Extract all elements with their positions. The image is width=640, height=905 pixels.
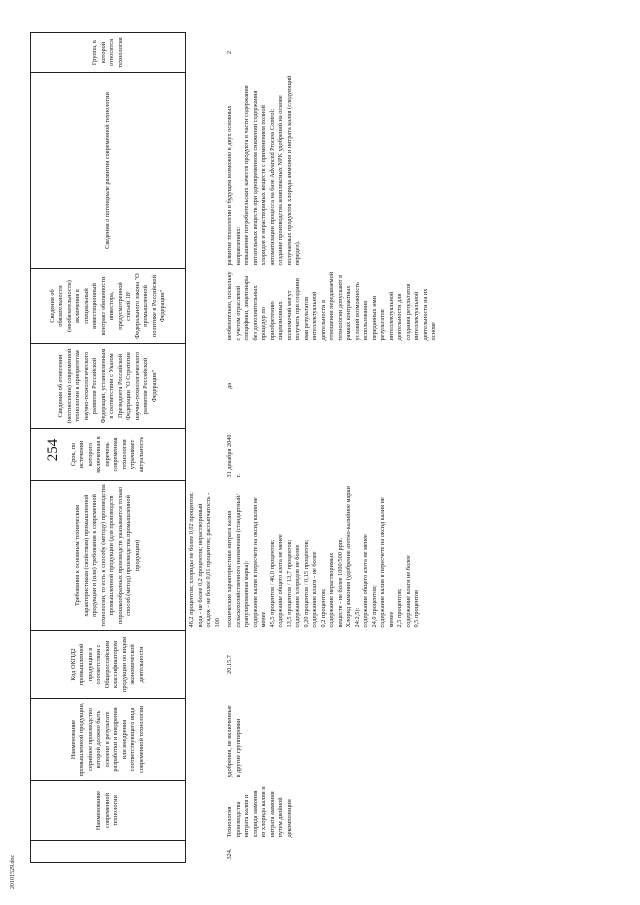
header-obligation: Сведения об обязательности (необязательности) включения в специальный инвестиционный контракт обязанности инвестора, предусмотренной статьей 18¹ Федерального закона "О промышленной политике в Российской Федерации": [31, 269, 186, 344]
footer-filename: 20101529.doc: [10, 854, 16, 889]
row-requirements: технические характеристики нитрата калия сельскохозяйственного назначения (стандартный/гранулированная марка): содержание калия в пересчете на оксид калия не менее 45,5 процентов / 46,0 процентов; содержание общего азота не менее 13,5 процентов / 13,7 процентов; содержание хлоридов не более 0,20 процентов / 0,15 процентов; содержание влаги - не более 0,2 процентов; содержание нерастворимых веществ - не более 1000/500 ppm. Хлорид аммония (удобрение азотно-калийное марки 24:2,5): содержание общего азота не менее 24,0 процентов; содержание калия в пересчете на оксид калия не менее 2,5 процентов; содержание влаги не более 0,5 процентов: [226, 486, 420, 628]
row-code: 20.15.7: [226, 655, 233, 674]
row-potential: развитие технологии в будущем возможно в двух основных направлениях: повышение потребительских качеств продукта в части содержания питательных веществ при одновременном снижении содержания хлоридов и нерастворимых веществ с применением полной автоматизации процесса на базе Advanced Process Control; создание производства комплексных NPK удобрений на основе получаемых продуктов хлорида аммония и нитрата калия (следующий передел).: [226, 75, 301, 266]
row-number: 324.: [226, 848, 233, 860]
row-obligation: необязательно, поскольку с учетом отраслевой специфики, лицензиары без дополнительных процедур по приобретению лицензионных полномочий могут получить при создании ими результатов интеллектуальной деятельности в отношении передаваемой технологии допускают в рамках контрактных условий возможность использования переданных ими результатов интеллектуальной деятельности для создания результатов интеллектуальной деятельности на их основе: [226, 271, 437, 341]
header-okpd-code: Код ОКПД2 промышленной продукции в соответствии с Общероссийским классификатором продукции по видам экономической деятельности: [31, 631, 186, 699]
header-number: [31, 841, 186, 863]
table-row: [224, 33, 441, 863]
header-requirements: Требования к основным техническим характеристикам (свойствам) промышленной продукции и (или) требования к современной технологии, то есть к способу (методу) производства промышленной продукции (для производств порошкообразных производств указывается только способ (метод) производства промышленной продукции): [31, 481, 186, 631]
header-group: Группа, к которой относится технология: [31, 33, 186, 73]
continuation-row: [186, 33, 225, 863]
rotated-table-page: [30, 33, 615, 863]
row-term: 31 декабря 2040 г.: [226, 434, 242, 478]
technologies-table: [30, 32, 441, 863]
header-product: Наименование промышленной продукции, серийное производство которой должно быть освоено в результате разработки и внедрения или внедрения соответствующего вида современной технологии: [31, 699, 186, 781]
table-header-row: [31, 33, 186, 863]
row-priority: да: [226, 383, 233, 389]
row-product: удобрения, не включенные в другие группировки: [226, 705, 242, 778]
header-term: Срок, по истечении которого включенная в перечень современная технология утрачивает актуальность: [31, 429, 186, 481]
header-priority: Сведения об отнесении (неотнесении) современной технологии к приоритетам научно-технологического развития Российской Федерации, установленным в соответствии с Указом Президента Российской Федерации "О Стратегии научно-технологического развития Российской Федерации": [31, 344, 186, 429]
row-technology: Технология производства нитрата калия и хлорида аммония из хлорида калия и нитрата аммония путем двойной декомпозиции: [226, 786, 293, 838]
continuation-text: 46,2 процентов; хлориды не более 0,02 процентов; вода - не более 0,2 процентов; нерастворимый осадок - не более 0,01 процентов; рассыпчатость - 100: [188, 491, 221, 628]
row-group: 2: [226, 50, 233, 55]
header-technology: Наименование современной технологии: [31, 781, 186, 841]
page-number: 254: [45, 438, 61, 462]
header-potential: Сведения о потенциале развития современной технологии: [31, 73, 186, 269]
